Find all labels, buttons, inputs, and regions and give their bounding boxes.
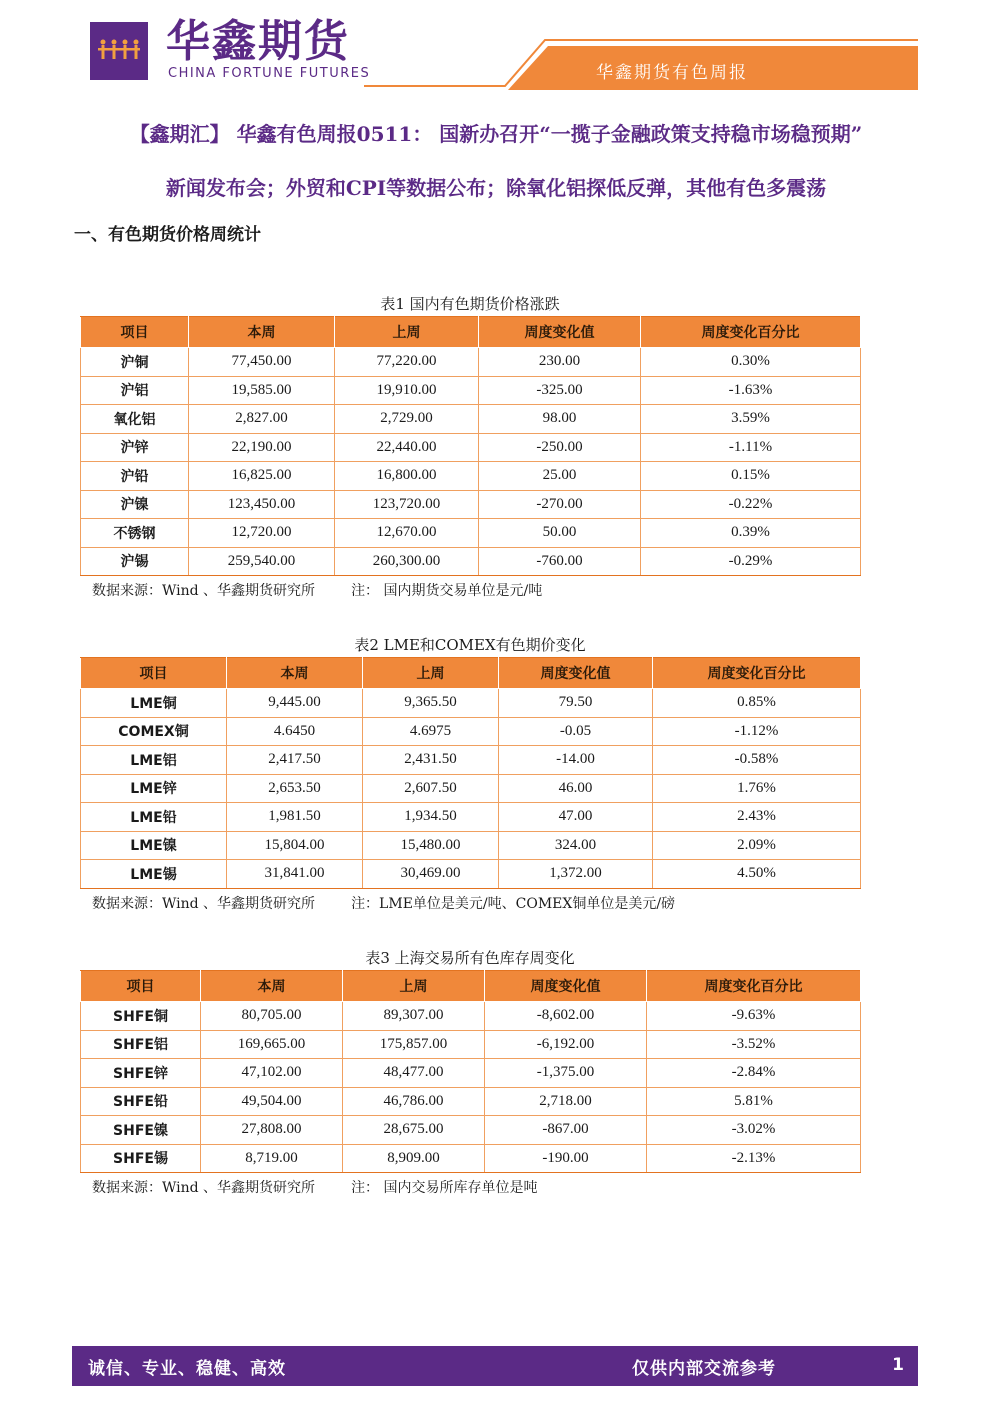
value-cell: 22,440.00 xyxy=(335,433,479,462)
value-cell: 12,670.00 xyxy=(335,519,479,548)
value-cell: -3.02% xyxy=(647,1116,861,1145)
col-header-last-week: 上周 xyxy=(343,971,485,1002)
value-cell: -6,192.00 xyxy=(485,1030,647,1059)
table1 xyxy=(80,316,861,576)
value-cell: -0.22% xyxy=(641,490,861,519)
value-cell: -760.00 xyxy=(479,547,641,576)
table3-caption: 表3 上海交易所有色库存周变化 xyxy=(365,949,575,967)
value-cell: 169,665.00 xyxy=(201,1030,343,1059)
col-header-change: 周度变化值 xyxy=(485,971,647,1002)
value-cell: 2,718.00 xyxy=(485,1087,647,1116)
table-row xyxy=(81,462,861,491)
row-label-cell: 不锈钢 xyxy=(81,519,189,548)
value-cell: 324.00 xyxy=(499,831,653,860)
value-cell: -14.00 xyxy=(499,746,653,775)
row-label-cell: LME锡 xyxy=(81,860,227,889)
value-cell: 79.50 xyxy=(499,689,653,718)
col-header-change: 周度变化值 xyxy=(479,317,641,348)
table-row xyxy=(81,433,861,462)
value-cell: 0.85% xyxy=(653,689,861,718)
table-row xyxy=(81,490,861,519)
value-cell: 77,450.00 xyxy=(189,348,335,377)
value-cell: 0.15% xyxy=(641,462,861,491)
table-row xyxy=(81,1059,861,1088)
row-label-cell: SHFE铝 xyxy=(81,1030,201,1059)
value-cell: -0.05 xyxy=(499,717,653,746)
page-number: 1 xyxy=(892,1355,904,1375)
value-cell: 5.81% xyxy=(647,1087,861,1116)
value-cell: 16,800.00 xyxy=(335,462,479,491)
value-cell: 2,431.50 xyxy=(363,746,499,775)
row-label-cell: 沪锌 xyxy=(81,433,189,462)
company-name-en: CHINA FORTUNE FUTURES xyxy=(168,66,371,81)
value-cell: 2.09% xyxy=(653,831,861,860)
value-cell: -9.63% xyxy=(647,1002,861,1031)
col-header-change-pct: 周度变化百分比 xyxy=(641,317,861,348)
value-cell: 2.43% xyxy=(653,803,861,832)
row-label-cell: LME铜 xyxy=(81,689,227,718)
value-cell: 8,719.00 xyxy=(201,1144,343,1173)
value-cell: 1.76% xyxy=(653,774,861,803)
value-cell: 49,504.00 xyxy=(201,1087,343,1116)
table-header-row xyxy=(81,317,861,348)
col-header-change-pct: 周度变化百分比 xyxy=(647,971,861,1002)
value-cell: 123,450.00 xyxy=(189,490,335,519)
value-cell: 46,786.00 xyxy=(343,1087,485,1116)
col-header-last-week: 上周 xyxy=(335,317,479,348)
table-row xyxy=(81,831,861,860)
value-cell: 28,675.00 xyxy=(343,1116,485,1145)
table3 xyxy=(80,970,861,1173)
value-cell: 22,190.00 xyxy=(189,433,335,462)
value-cell: 2,607.50 xyxy=(363,774,499,803)
footer-bar xyxy=(72,1346,918,1386)
row-label-cell: 沪铝 xyxy=(81,376,189,405)
row-label-cell: LME铝 xyxy=(81,746,227,775)
value-cell: 19,585.00 xyxy=(189,376,335,405)
section-heading: 一、有色期货价格周统计 xyxy=(74,225,261,245)
row-label-cell: COMEX铜 xyxy=(81,717,227,746)
row-label-cell: SHFE铜 xyxy=(81,1002,201,1031)
value-cell: 4.6975 xyxy=(363,717,499,746)
row-label-cell: 沪铜 xyxy=(81,348,189,377)
value-cell: 12,720.00 xyxy=(189,519,335,548)
col-header-item: 项目 xyxy=(81,971,201,1002)
table2 xyxy=(80,657,861,889)
value-cell: 8,909.00 xyxy=(343,1144,485,1173)
header-band xyxy=(0,0,992,100)
company-name-cn: 华鑫期货 xyxy=(166,16,350,67)
value-cell: 46.00 xyxy=(499,774,653,803)
table3-source: 数据来源：Wind 、华鑫期货研究所 xyxy=(92,1180,316,1196)
col-header-last-week: 上周 xyxy=(363,658,499,689)
row-label-cell: LME铅 xyxy=(81,803,227,832)
table-row xyxy=(81,1087,861,1116)
col-header-this-week: 本周 xyxy=(189,317,335,348)
value-cell: -1.11% xyxy=(641,433,861,462)
value-cell: 9,445.00 xyxy=(227,689,363,718)
footer-disclaimer: 仅供内部交流参考 xyxy=(632,1359,776,1379)
table3-note xyxy=(80,1177,860,1197)
table-row xyxy=(81,717,861,746)
table1-block xyxy=(80,292,860,600)
value-cell: 15,480.00 xyxy=(363,831,499,860)
table1-source: 数据来源：Wind 、华鑫期货研究所 xyxy=(92,583,316,599)
value-cell: 175,857.00 xyxy=(343,1030,485,1059)
value-cell: 47,102.00 xyxy=(201,1059,343,1088)
value-cell: 230.00 xyxy=(479,348,641,377)
row-label-cell: SHFE镍 xyxy=(81,1116,201,1145)
table-row xyxy=(81,1144,861,1173)
value-cell: -1.63% xyxy=(641,376,861,405)
value-cell: 50.00 xyxy=(479,519,641,548)
table-row xyxy=(81,348,861,377)
value-cell: -2.13% xyxy=(647,1144,861,1173)
table3-unit-note: 注： 国内交易所库存单位是吨 xyxy=(351,1180,538,1196)
table2-unit-note: 注：LME单位是美元/吨、COMEX铜单位是美元/磅 xyxy=(351,895,676,912)
value-cell: 3.59% xyxy=(641,405,861,434)
table-row xyxy=(81,746,861,775)
value-cell: -325.00 xyxy=(479,376,641,405)
table1-unit-note: 注： 国内期货交易单位是元/吨 xyxy=(351,583,543,599)
value-cell: -2.84% xyxy=(647,1059,861,1088)
value-cell: 15,804.00 xyxy=(227,831,363,860)
value-cell: 30,469.00 xyxy=(363,860,499,889)
table-row xyxy=(81,1002,861,1031)
value-cell: -0.58% xyxy=(653,746,861,775)
value-cell: -1.12% xyxy=(653,717,861,746)
table2-note xyxy=(80,893,860,913)
table-header-row xyxy=(81,971,861,1002)
col-header-this-week: 本周 xyxy=(227,658,363,689)
row-label-cell: 沪镍 xyxy=(81,490,189,519)
value-cell: 123,720.00 xyxy=(335,490,479,519)
report-type-label: 华鑫期货有色周报 xyxy=(596,63,748,83)
value-cell: 4.6450 xyxy=(227,717,363,746)
value-cell: 0.30% xyxy=(641,348,861,377)
row-label-cell: LME镍 xyxy=(81,831,227,860)
value-cell: 16,825.00 xyxy=(189,462,335,491)
table-row xyxy=(81,405,861,434)
col-header-this-week: 本周 xyxy=(201,971,343,1002)
value-cell: 4.50% xyxy=(653,860,861,889)
value-cell: -3.52% xyxy=(647,1030,861,1059)
value-cell: -270.00 xyxy=(479,490,641,519)
table-row xyxy=(81,803,861,832)
table-row xyxy=(81,547,861,576)
col-header-change-pct: 周度变化百分比 xyxy=(653,658,861,689)
value-cell: -190.00 xyxy=(485,1144,647,1173)
footer-slogan: 诚信、专业、稳健、高效 xyxy=(88,1359,286,1379)
table-row xyxy=(81,689,861,718)
table1-note xyxy=(80,580,860,600)
value-cell: 9,365.50 xyxy=(363,689,499,718)
value-cell: 80,705.00 xyxy=(201,1002,343,1031)
value-cell: -867.00 xyxy=(485,1116,647,1145)
value-cell: 2,729.00 xyxy=(335,405,479,434)
report-title-line2: 新闻发布会；外贸和CPI等数据公布；除氧化铝探低反弹，其他有色多震荡 xyxy=(165,176,827,200)
table2-source: 数据来源：Wind 、华鑫期货研究所 xyxy=(92,895,316,912)
value-cell: 0.39% xyxy=(641,519,861,548)
value-cell: 1,981.50 xyxy=(227,803,363,832)
table3-block xyxy=(80,946,860,1197)
value-cell: 259,540.00 xyxy=(189,547,335,576)
table-row xyxy=(81,1116,861,1145)
value-cell: 48,477.00 xyxy=(343,1059,485,1088)
report-title-line1: 【鑫期汇】 华鑫有色周报0511： 国新办召开“一揽子金融政策支持稳市场稳预期” xyxy=(129,122,863,146)
value-cell: 1,372.00 xyxy=(499,860,653,889)
table-row xyxy=(81,376,861,405)
col-header-item: 项目 xyxy=(81,317,189,348)
value-cell: 260,300.00 xyxy=(335,547,479,576)
value-cell: 98.00 xyxy=(479,405,641,434)
value-cell: -250.00 xyxy=(479,433,641,462)
table-row xyxy=(81,519,861,548)
value-cell: 89,307.00 xyxy=(343,1002,485,1031)
row-label-cell: 沪锡 xyxy=(81,547,189,576)
value-cell: 47.00 xyxy=(499,803,653,832)
value-cell: -0.29% xyxy=(641,547,861,576)
value-cell: 27,808.00 xyxy=(201,1116,343,1145)
table-row xyxy=(81,1030,861,1059)
row-label-cell: 氧化铝 xyxy=(81,405,189,434)
value-cell: -1,375.00 xyxy=(485,1059,647,1088)
table-row xyxy=(81,860,861,889)
value-cell: 1,934.50 xyxy=(363,803,499,832)
value-cell: 19,910.00 xyxy=(335,376,479,405)
table-row xyxy=(81,774,861,803)
table-header-row xyxy=(81,658,861,689)
value-cell: 2,417.50 xyxy=(227,746,363,775)
value-cell: -8,602.00 xyxy=(485,1002,647,1031)
value-cell: 2,827.00 xyxy=(189,405,335,434)
table1-caption: 表1 国内有色期货价格涨跌 xyxy=(380,295,560,313)
table2-block xyxy=(80,633,860,913)
col-header-item: 项目 xyxy=(81,658,227,689)
row-label-cell: SHFE锡 xyxy=(81,1144,201,1173)
value-cell: 2,653.50 xyxy=(227,774,363,803)
row-label-cell: 沪铅 xyxy=(81,462,189,491)
value-cell: 77,220.00 xyxy=(335,348,479,377)
row-label-cell: SHFE锌 xyxy=(81,1059,201,1088)
value-cell: 31,841.00 xyxy=(227,860,363,889)
col-header-change: 周度变化值 xyxy=(499,658,653,689)
row-label-cell: SHFE铅 xyxy=(81,1087,201,1116)
table2-caption: 表2 LME和COMEX有色期价变化 xyxy=(354,636,586,654)
value-cell: 25.00 xyxy=(479,462,641,491)
row-label-cell: LME锌 xyxy=(81,774,227,803)
